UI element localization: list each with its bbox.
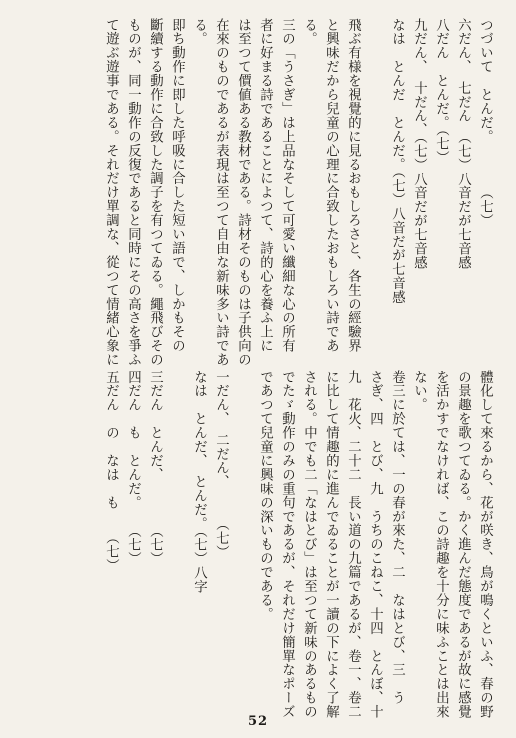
text-column: 斷續する動作に合致した調子を有つてゐる。繩飛びその [147,18,163,367]
text-column: でたゞ動作のみの重句であるが、それだけ簡單なポーズ [279,370,295,719]
text-column: なは とんだ、 とんだ。（七）八字 [191,370,207,594]
text-column: 在來のものであるが表現は至つて自由な新味多い詩であ [213,18,229,367]
text-column: 一だん、 二だん、 （七） [213,370,229,560]
text-column: 五だん の なは も （七） [103,370,119,573]
text-column: を活かすでなければ、この詩趣を十分に味ふことは出來 [433,370,449,719]
text-column: なは とんだ とんだ。（七）八音だが七音感 [389,18,405,305]
text-column: 飛ぶ有様を視覺的に見るおもしろさと、各生の經驗界 [345,18,361,353]
text-column: る。 [191,18,207,46]
text-column: であつて兒童に興味の深いものである。 [257,370,273,622]
text-column: て遊ぶ遊事である。それだけ單調な、從つて情緒心象に [103,18,119,367]
page-number: 52 [247,714,269,729]
text-column: と興味だから兒童の心理に合致したおもしろい詩であ [323,18,339,353]
text-column: 三の「うさぎ」は上品なそして可愛い纖細な心の所有 [279,18,295,353]
text-column: される。中でも二「なはとび」は至つて新味のあるもの [301,370,317,719]
text-column: 九 花火、二十二 長い道の九篇であるが、卷一、卷二 [345,370,361,719]
text-column: つづいて とんだ。 （七） [477,18,493,228]
text-column: 卷三に於ては、一の春が來た、二 なはとび、三 う [389,370,405,705]
text-column: ものが、同一動作の反復であると同時にその高さを爭ふ [125,18,141,367]
text-column: さぎ、四 とび、九 うちのこねこ、十四 とんぼ、十 [367,370,383,719]
text-column: ない。 [411,370,427,412]
text-column: の景趣を歌つてゐる。かく進んだ態度であるが故に感覺 [455,370,471,719]
text-column: 三だん とんだ、 （七） [147,370,163,566]
text-column: 體化して來るから、花が咲き、鳥が鳴くといふ、春の野 [477,370,493,719]
text-column: 即ち動作に即した呼吸に合した短い語で、しかもその [169,18,185,353]
text-column: は至つて價値ある教材である。詩材そのものは子供向の [235,18,251,367]
text-column: 者に好まる詩であることによつて、詩的心を養ふ上に [257,18,273,353]
text-column: 四だん も とんだ。 （七） [125,370,141,566]
text-column: る。 [301,18,317,46]
text-column: に比して情趣的に進んでゐることが一讀の下によく了解 [323,370,339,719]
text-column: 八だん とんだ。（七） [433,18,449,165]
text-column: 九だん、 十だん、（七）八音だが七音感 [411,18,427,270]
text-column: 六だん、 七だん （七）八音だが七音感 [455,18,471,270]
